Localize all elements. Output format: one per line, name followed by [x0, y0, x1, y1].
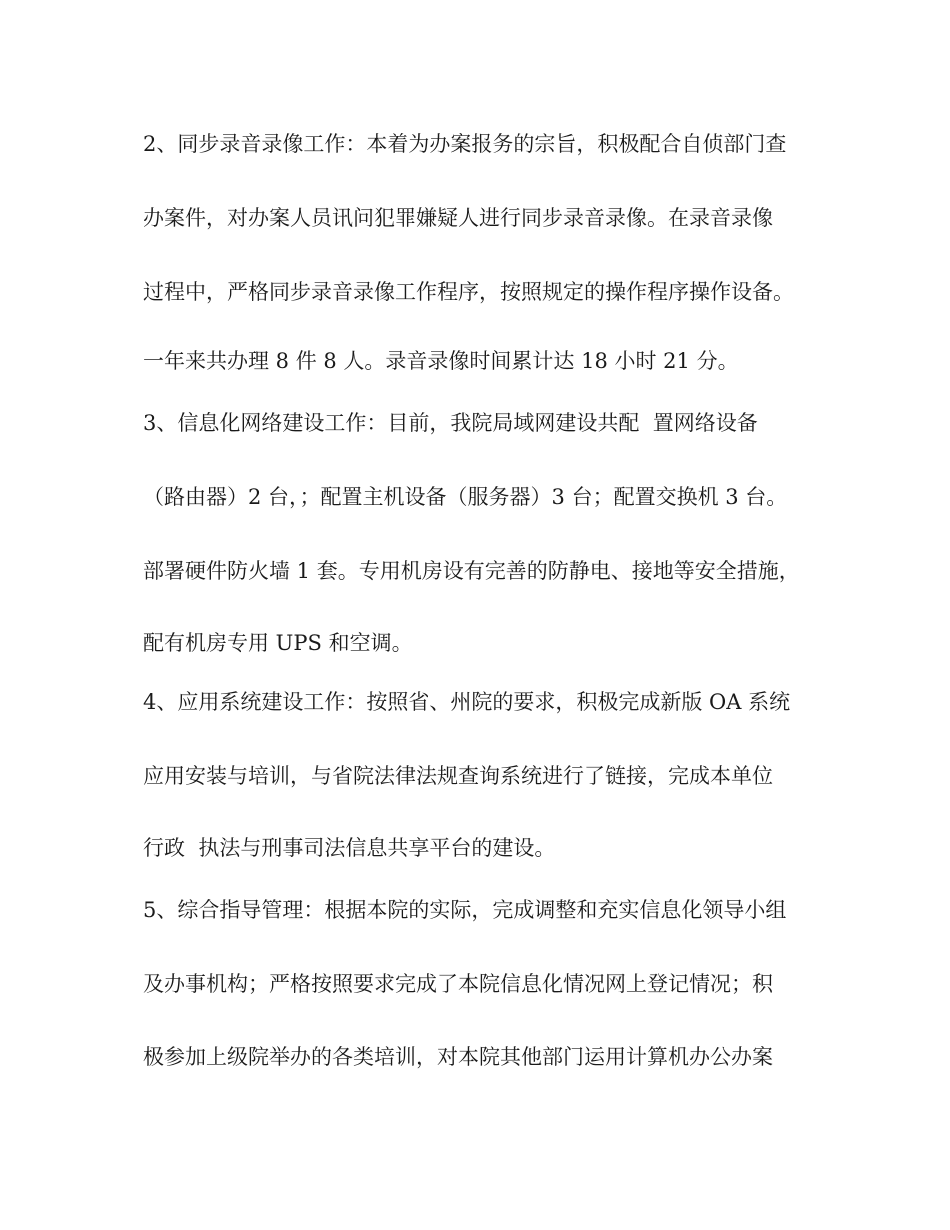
paragraph-line: 应用安装与培训，与省院法律法规查询系统进行了链接，完成本单位	[143, 764, 773, 788]
paragraph-line: 行政 执法与刑事司法信息共享平台的建设。	[143, 836, 556, 860]
paragraph-line: 及办事机构；严格按照要求完成了本院信息化情况网上登记情况；积	[143, 972, 773, 996]
paragraph-line: （路由器）2 台，；配置主机设备（服务器）3 台；配置交换机 3 台。	[143, 485, 788, 509]
paragraph-line: 过程中，严格同步录音录像工作程序，按照规定的操作程序操作设备。	[143, 280, 794, 304]
paragraph-line: 极参加上级院举办的各类培训，对本院其他部门运用计算机办公办案	[143, 1045, 773, 1069]
paragraph-line: 办案件，对办案人员讯问犯罪嫌疑人进行同步录音录像。在录音录像	[143, 206, 773, 230]
paragraph-line: 部署硬件防火墙 1 套。专用机房设有完善的防静电、接地等安全措施，	[143, 559, 800, 583]
paragraph-line: 2、同步录音录像工作：本着为办案报务的宗旨，积极配合自侦部门查	[143, 132, 787, 156]
paragraph-line: 一年来共办理 8 件 8 人。录音录像时间累计达 18 小时 21 分。	[143, 349, 739, 373]
paragraph-line: 配有机房专用 UPS 和空调。	[143, 631, 413, 655]
paragraph-line: 4、应用系统建设工作：按照省、州院的要求，积极完成新版 OA 系统	[143, 690, 791, 714]
paragraph-line: 5、综合指导管理：根据本院的实际，完成调整和充实信息化领导小组	[143, 898, 787, 922]
paragraph-line: 3、信息化网络建设工作：目前，我院局域网建设共配 置网络设备	[143, 411, 758, 435]
